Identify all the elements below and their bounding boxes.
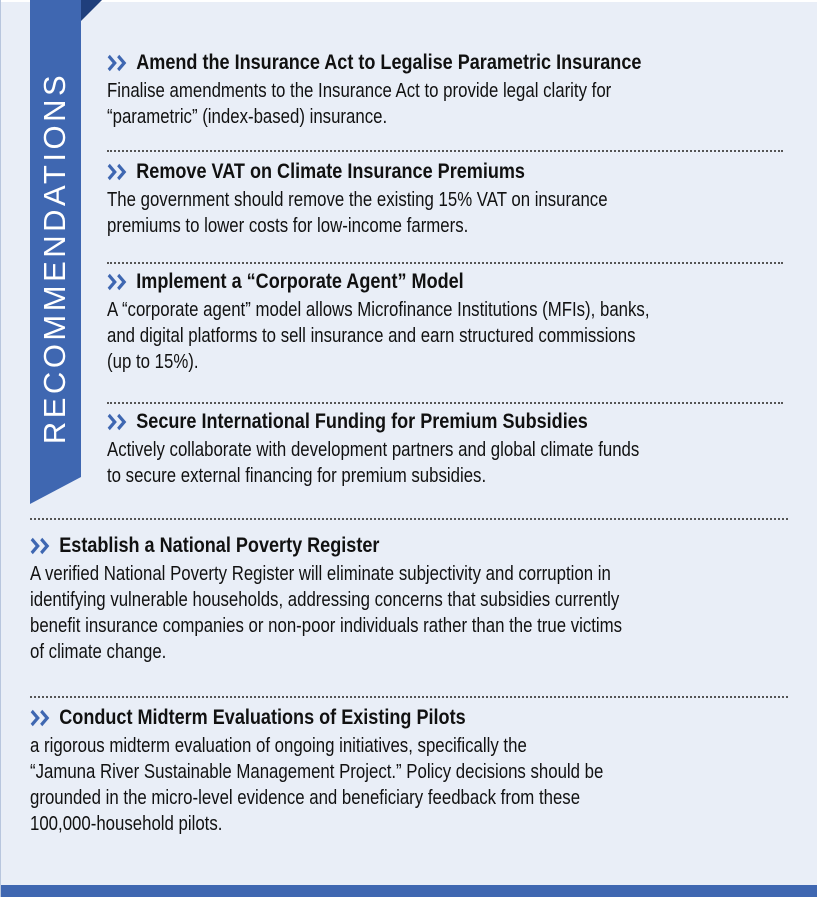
double-chevron-right-icon	[107, 54, 129, 72]
dotted-divider	[107, 150, 783, 152]
recommendation-title: Amend the Insurance Act to Legalise Parametric Insurance	[107, 51, 709, 75]
recommendation-item	[107, 160, 807, 239]
double-chevron-right-icon	[107, 163, 129, 181]
double-chevron-right-icon	[30, 709, 52, 727]
top-rule	[1, 0, 817, 2]
recommendation-title: Secure International Funding for Premium Subsidies	[107, 410, 709, 434]
ribbon-fold	[81, 0, 102, 21]
recommendation-title: Remove VAT on Climate Insurance Premiums	[107, 160, 709, 184]
recommendation-body: A verified National Poverty Register will eliminate subjectivity and corruption in identifying vulnerable households, addressing concerns that subsidies currently benefit insurance companies or non-poor individuals rather than the true victims of climate change.	[30, 563, 623, 663]
recommendation-title: Conduct Midterm Evaluations of Existing Pilots	[30, 706, 701, 730]
recommendation-body: Finalise amendments to the Insurance Act to provide legal clarity for “parametric” (index-based) insurance.	[107, 80, 612, 128]
ribbon-label: RECOMMENDATIONS	[37, 71, 72, 445]
dotted-divider	[107, 262, 783, 264]
bottom-bar	[1, 885, 817, 897]
recommendation-body: The government should remove the existing 15% VAT on insurance premiums to lower costs for low-income farmers.	[107, 189, 608, 237]
recommendation-body: A “corporate agent” model allows Microfinance Institutions (MFIs), banks, and digital platforms to sell insurance and earn structured commissions (up to 15%).	[107, 299, 650, 373]
recommendation-item	[30, 534, 810, 665]
recommendation-body: a rigorous midterm evaluation of ongoing initiatives, specifically the “Jamuna River Sustainable Management Project.” Policy decisions should be grounded in the micro-level evidence and beneficiary feedback from these 100,000-household pilots.	[30, 735, 604, 835]
recommendation-item	[107, 410, 807, 489]
recommendation-item	[107, 51, 807, 130]
recommendations-ribbon	[30, 0, 81, 504]
dotted-divider	[30, 696, 788, 698]
recommendation-item	[30, 706, 810, 837]
dotted-divider	[30, 518, 788, 520]
recommendation-title: Implement a “Corporate Agent” Model	[107, 270, 709, 294]
double-chevron-right-icon	[107, 273, 129, 291]
recommendation-item	[107, 270, 807, 375]
double-chevron-right-icon	[30, 537, 52, 555]
double-chevron-right-icon	[107, 413, 129, 431]
recommendation-body: Actively collaborate with development partners and global climate funds to secure external financing for premium subsidies.	[107, 439, 640, 487]
recommendation-title: Establish a National Poverty Register	[30, 534, 701, 558]
dotted-divider	[107, 402, 783, 404]
